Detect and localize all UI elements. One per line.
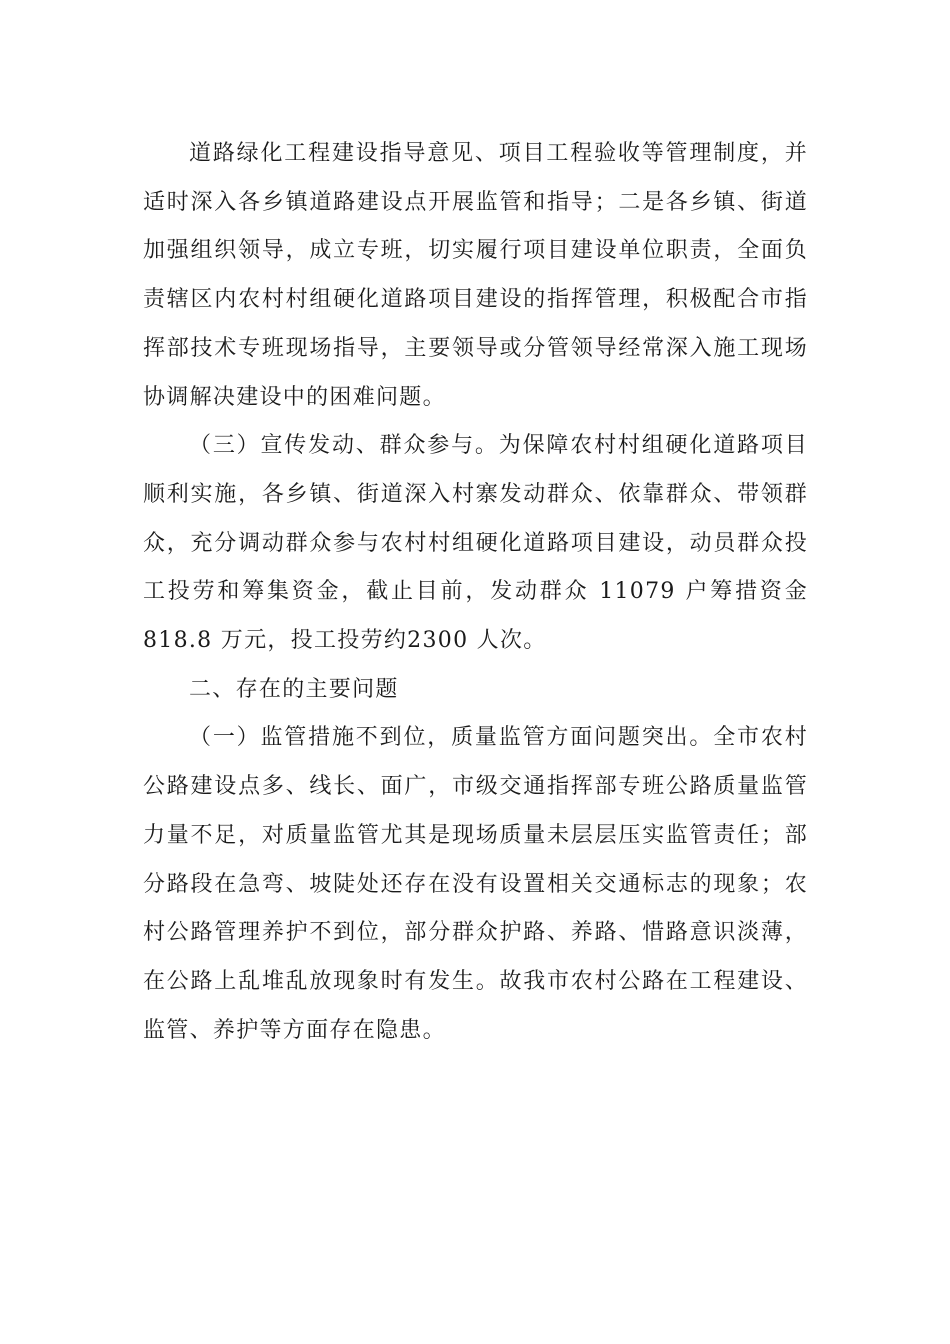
paragraph-road-management: 道路绿化工程建设指导意见、项目工程验收等管理制度，并适时深入各乡镇道路建设点开展监管和指导；二是各乡镇、街道加强组织领导，成立专班，切实履行项目建设单位职责，全面负责辖区内农村村组硬化道路项目建设的指挥管理，积极配合市指挥部技术专班现场指导，主要领导或分管领导经常深入施工现场协调解决建设中的困难问题。 bbox=[143, 141, 808, 410]
paragraph-supervision-issues: （一）监管措施不到位，质量监管方面问题突出。全市农村公路建设点多、线长、面广，市级交通指挥部专班公路质量监管力量不足，对质量监管尤其是现场质量未层层压实监管责任；部分路段在急弯、坡陡处还存在没有设置相关交通标志的现象；农村公路管理养护不到位，部分群众护路、养路、惜路意识淡薄，在公路上乱堆乱放现象时有发生。故我市农村公路在工程建设、监管、养护等方面存在隐患。 bbox=[143, 725, 808, 1043]
document-body bbox=[143, 130, 808, 1055]
paragraph-public-mobilization: （三）宣传发动、群众参与。为保障农村村组硬化道路项目顺利实施，各乡镇、街道深入村寨发动群众、依靠群众、带领群众，充分调动群众参与农村村组硬化道路项目建设，动员群众投工投劳和筹集资金，截止目前，发动群众 11079 户筹措资金 818.8 万元，投工投劳约2300 人次。 bbox=[143, 433, 808, 654]
section-heading-main-problems: 二、存在的主要问题 bbox=[189, 676, 399, 702]
